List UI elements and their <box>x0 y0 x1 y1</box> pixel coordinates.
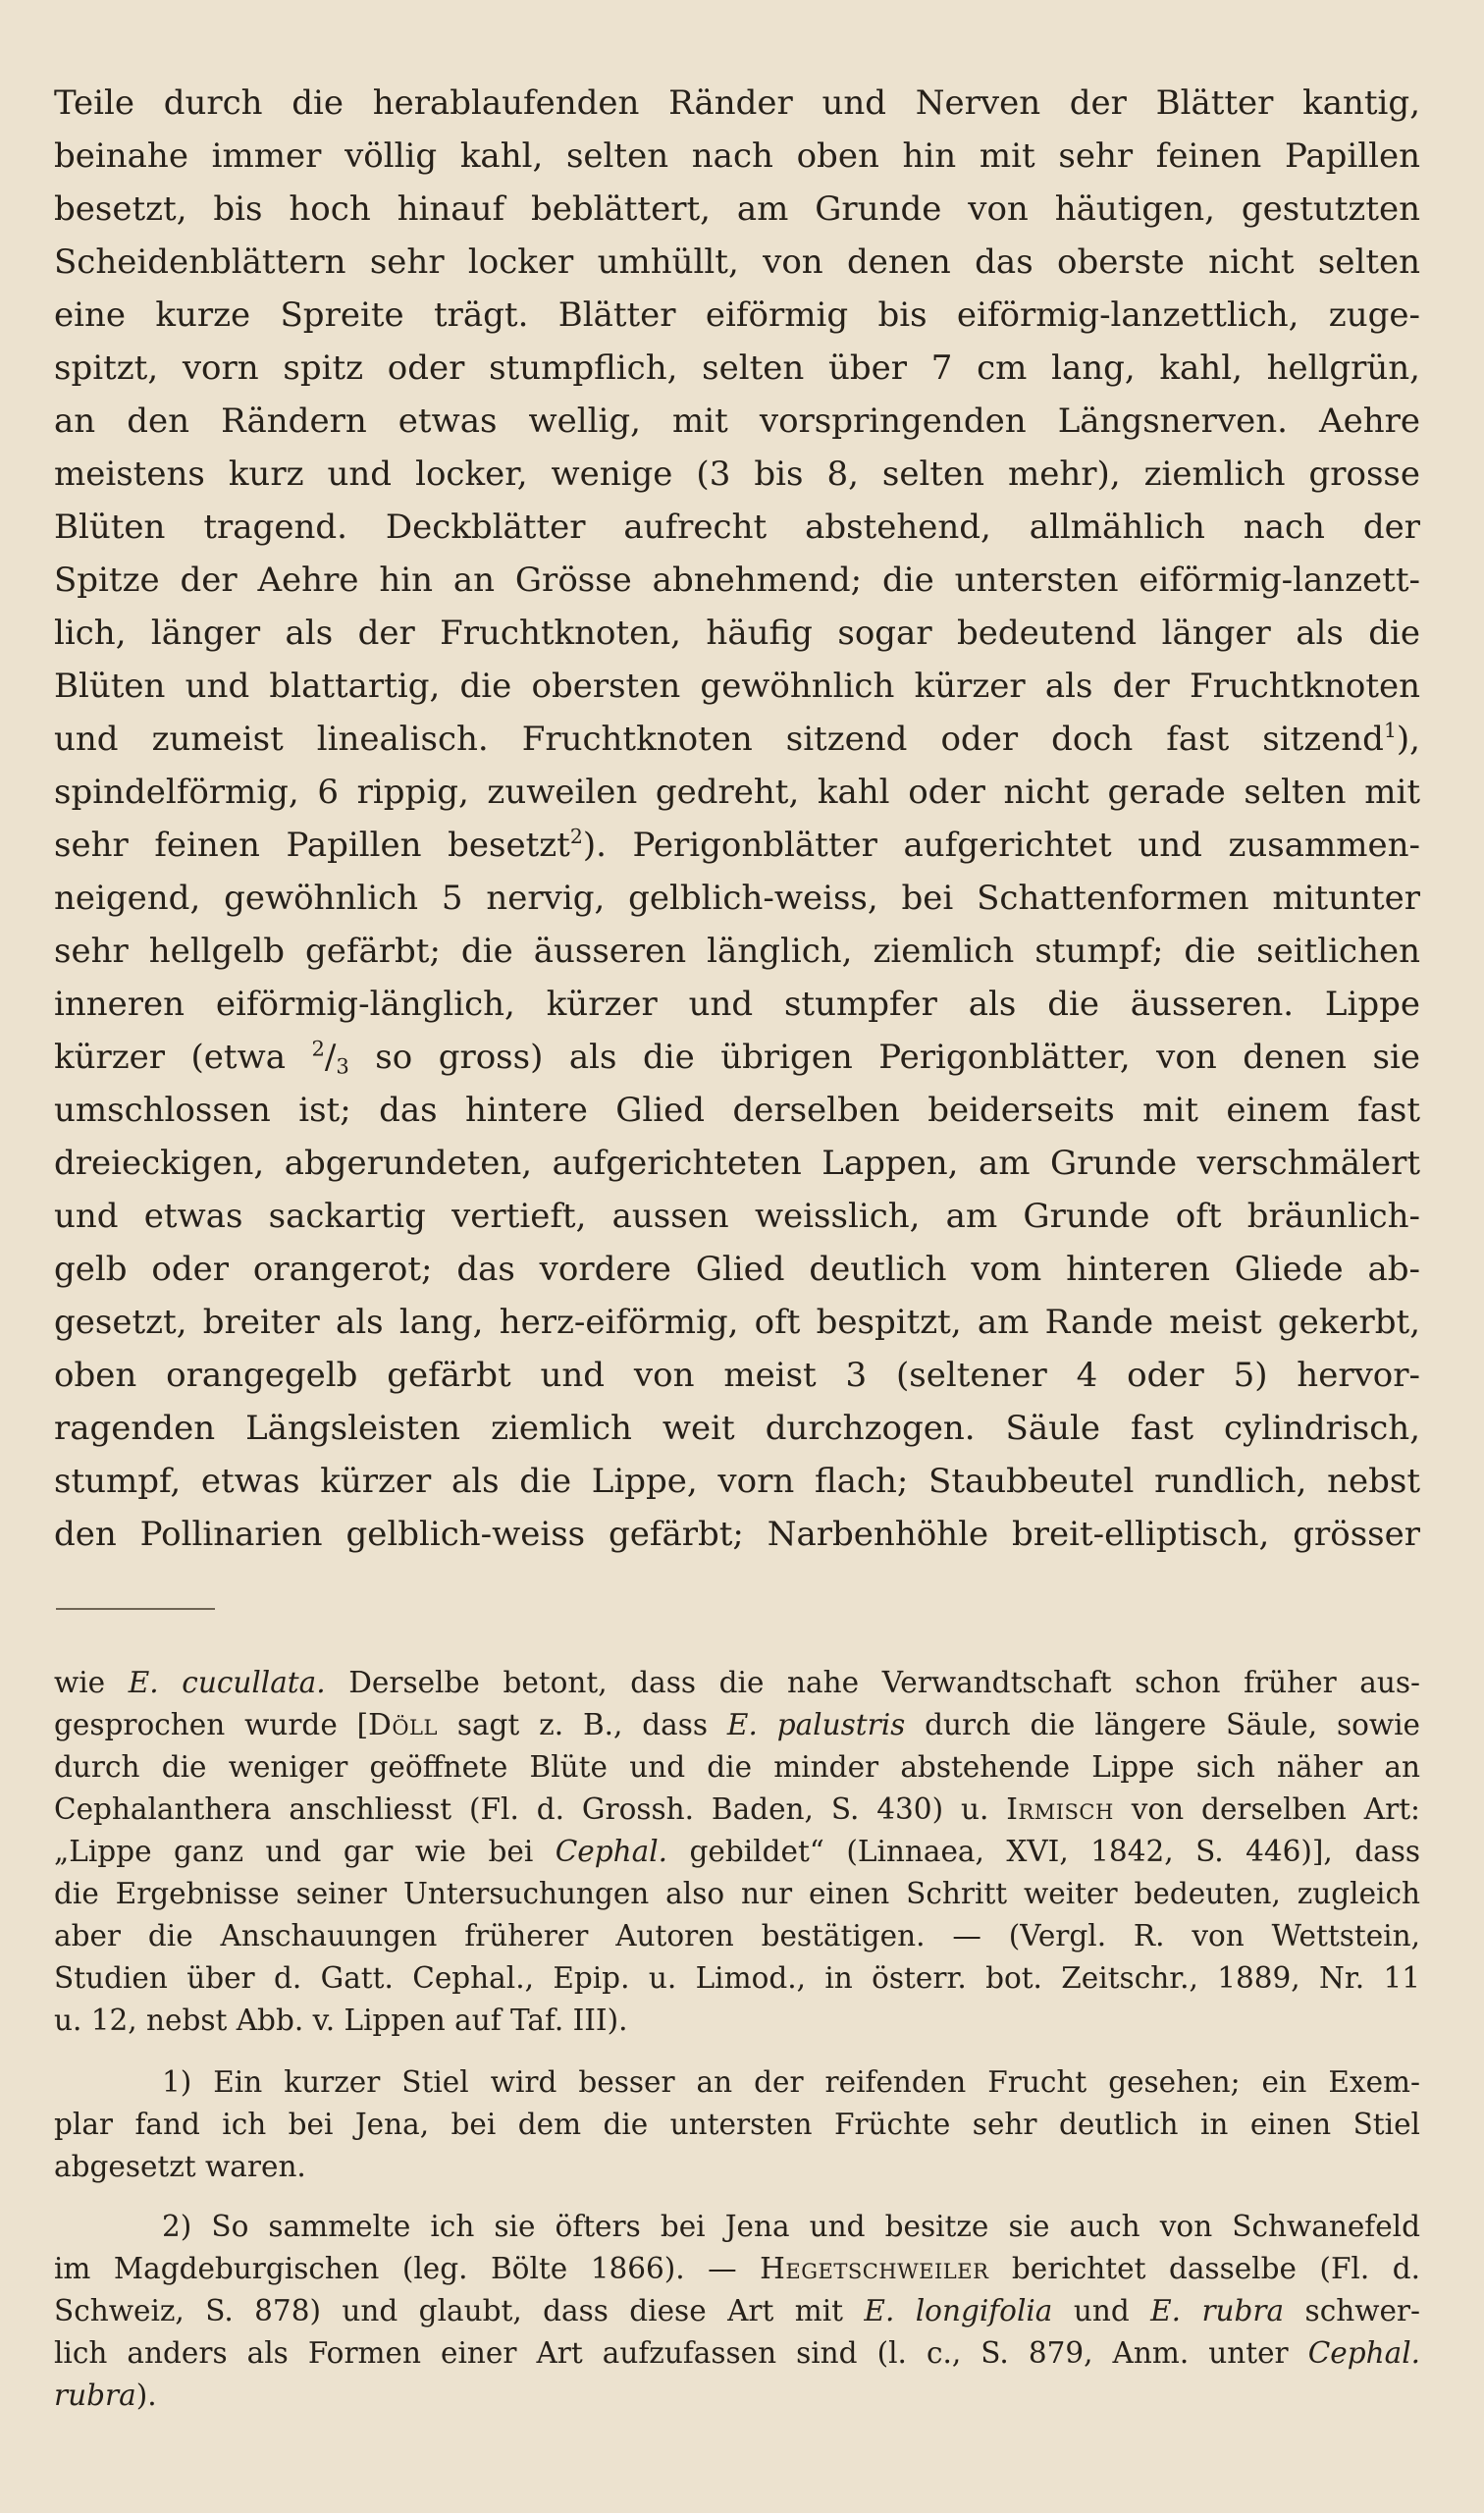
text-line: neigend, gewöhnlich 5 nervig, gelblich-weiss, bei Schattenformen mitunter <box>54 879 1420 918</box>
text-line: Spitze der Aehre hin an Grösse abnehmend; die untersten eiförmig-lanzett- <box>54 561 1420 600</box>
text-segment: so gross) als die übrigen Perigonblätter, von denen sie <box>348 1038 1420 1077</box>
footnote-1: 1) Ein kurzer Stiel wird besser an der reifenden Frucht gesehen; ein Exem- <box>162 2065 1420 2099</box>
species-name: E. rubra <box>1150 2294 1285 2327</box>
footnote-line <box>54 2290 1420 2331</box>
footnote-ref-1: 1 <box>1383 718 1397 742</box>
footnote-2: 2) So sammelte ich sie öfters bei Jena und besitze sie auch von Schwanefeld <box>162 2210 1420 2243</box>
text-segment: lich anders als Formen einer Art aufzufassen sind (l. c., S. 879, Anm. unter <box>54 2336 1308 2370</box>
species-name: E. cucullata. <box>128 1666 326 1699</box>
text-line: den Pollinarien gelblich-weiss gefärbt; Narbenhöhle breit-elliptisch, grösser <box>54 1515 1420 1554</box>
footnote-line: plar fand ich bei Jena, bei dem die untersten Früchte sehr deutlich in einen Stiel <box>54 2108 1420 2141</box>
text-line: besetzt, bis hoch hinauf beblättert, am Grunde von häutigen, gestutzten <box>54 189 1420 229</box>
footnote-line <box>54 1662 1420 1703</box>
footnote-line <box>54 1831 1420 1872</box>
text-line: und etwas sackartig vertieft, aussen weisslich, am Grunde oft bräunlich- <box>54 1197 1420 1236</box>
text-segment: sehr feinen Papillen besetzt <box>54 826 570 865</box>
text-line <box>54 1031 1420 1084</box>
fraction <box>311 1038 348 1077</box>
text-segment: „Lippe ganz und gar wie bei <box>54 1835 556 1868</box>
text-line: an den Rändern etwas wellig, mit vorspringenden Längsnerven. Aehre <box>54 401 1420 441</box>
text-line: umschlossen ist; das hintere Glied derselben beiderseits mit einem fast <box>54 1091 1420 1130</box>
footnote-divider <box>56 1608 215 1610</box>
text-line <box>54 819 1420 872</box>
text-segment: und zumeist linealisch. Fruchtknoten sitzend oder doch fast sitzend <box>54 720 1384 759</box>
text-segment: im Magdeburgischen (leg. Bölte 1866). — <box>54 2252 761 2285</box>
footnote-line <box>54 1704 1420 1745</box>
text-segment: gebildet“ (Linnaea, XVI, 1842, S. 446)], dass <box>667 1835 1421 1868</box>
author-name: Döll <box>368 1708 438 1741</box>
text-line: gelb oder orangerot; das vordere Glied deutlich vom hinteren Gliede ab- <box>54 1250 1420 1289</box>
text-line: sehr hellgelb gefärbt; die äusseren länglich, ziemlich stumpf; die seitlichen <box>54 932 1420 971</box>
text-segment: ). Perigonblätter aufgerichtet und zusammen- <box>582 826 1421 865</box>
genus-name: Cephal. <box>1307 2336 1420 2370</box>
footnote-line: Studien über d. Gatt. Cephal., Epip. u. Limod., in österr. bot. Zeitschr., 1889, Nr. 11 <box>54 1961 1420 1995</box>
footnote-line: u. 12, nebst Abb. v. Lippen auf Taf. III). <box>54 2004 628 2037</box>
text-segment: kürzer (etwa <box>54 1038 312 1077</box>
text-line: spindelförmig, 6 rippig, zuweilen gedreht, kahl oder nicht gerade selten mit <box>54 773 1420 812</box>
text-line: stumpf, etwas kürzer als die Lippe, vorn flach; Staubbeutel rundlich, nebst <box>54 1462 1420 1501</box>
text-segment: durch die längere Säule, sowie <box>905 1708 1420 1741</box>
fraction-numerator: 2 <box>311 1036 325 1061</box>
text-line: Blüten tragend. Deckblätter aufrecht abstehend, allmählich nach der <box>54 508 1420 547</box>
species-name: E. palustris <box>726 1708 906 1741</box>
footnote-line <box>54 1789 1420 1830</box>
text-line <box>54 713 1420 766</box>
text-line: spitzt, vorn spitz oder stumpflich, selten über 7 cm lang, kahl, hellgrün, <box>54 348 1420 388</box>
fraction-denominator: 3 <box>336 1053 349 1079</box>
author-name: Hegetschweiler <box>760 2252 989 2285</box>
text-segment: ), <box>1396 720 1420 759</box>
text-line: oben orangegelb gefärbt und von meist 3 (seltener 4 oder 5) hervor- <box>54 1356 1420 1395</box>
text-line: gesetzt, breiter als lang, herz-eiförmig, oft bespitzt, am Rande meist gekerbt, <box>54 1303 1420 1342</box>
text-line: inneren eiförmig-länglich, kürzer und stumpfer als die äusseren. Lippe <box>54 985 1420 1024</box>
text-line: Teile durch die herablaufenden Ränder und Nerven der Blätter kantig, <box>54 83 1420 123</box>
footnote-ref-2: 2 <box>569 824 583 848</box>
footnote-line <box>54 2332 1420 2374</box>
species-name: rubra <box>54 2379 136 2412</box>
text-segment: Cephalanthera anschliesst (Fl. d. Grossh. Baden, S. 430) u. <box>54 1792 1007 1826</box>
footnote-line: die Ergebnisse seiner Untersuchungen also nur einen Schritt weiter bedeuten, zugleich <box>54 1877 1420 1910</box>
footnote-line: abgesetzt waren. <box>54 2150 306 2183</box>
footnote-line <box>54 2248 1420 2289</box>
text-line: Scheidenblättern sehr locker umhüllt, von denen das oberste nicht selten <box>54 242 1420 282</box>
text-line: Blüten und blattartig, die obersten gewöhnlich kürzer als der Fruchtknoten <box>54 667 1420 706</box>
footnote-line <box>54 2375 1420 2416</box>
text-segment: Schweiz, S. 878) und glaubt, dass diese Art mit <box>54 2294 865 2327</box>
text-segment: gesprochen wurde [ <box>54 1708 369 1741</box>
author-name: Irmisch <box>1006 1792 1114 1826</box>
text-line: dreieckigen, abgerundeten, aufgerichteten Lappen, am Grunde verschmälert <box>54 1144 1420 1183</box>
text-line: ragenden Längsleisten ziemlich weit durchzogen. Säule fast cylindrisch, <box>54 1409 1420 1448</box>
text-segment: wie <box>54 1666 129 1699</box>
genus-name: Cephal. <box>555 1835 668 1868</box>
text-line: meistens kurz und locker, wenige (3 bis 8, selten mehr), ziemlich grosse <box>54 454 1420 494</box>
fraction-slash: / <box>324 1038 337 1077</box>
text-segment: und <box>1052 2294 1151 2327</box>
text-line: beinahe immer völlig kahl, selten nach oben hin mit sehr feinen Papillen <box>54 136 1420 176</box>
text-line: eine kurze Spreite trägt. Blätter eiförmig bis eiförmig-lanzettlich, zuge- <box>54 295 1420 335</box>
text-segment: ). <box>135 2379 157 2412</box>
text-segment: schwer- <box>1284 2294 1420 2327</box>
text-segment: Derselbe betont, dass die nahe Verwandtschaft schon früher aus- <box>325 1666 1420 1699</box>
species-name: E. longifolia <box>864 2294 1053 2327</box>
text-segment: berichtet dasselbe (Fl. d. <box>988 2252 1420 2285</box>
footnote-line: durch die weniger geöffnete Blüte und die minder abstehende Lippe sich näher an <box>54 1750 1420 1784</box>
text-segment: sagt z. B., dass <box>437 1708 727 1741</box>
text-segment: von derselben Art: <box>1113 1792 1420 1826</box>
text-line: lich, länger als der Fruchtknoten, häufig sogar bedeutend länger als die <box>54 614 1420 653</box>
footnote-line: aber die Anschauungen früherer Autoren bestätigen. — (Vergl. R. von Wettstein, <box>54 1919 1420 1952</box>
